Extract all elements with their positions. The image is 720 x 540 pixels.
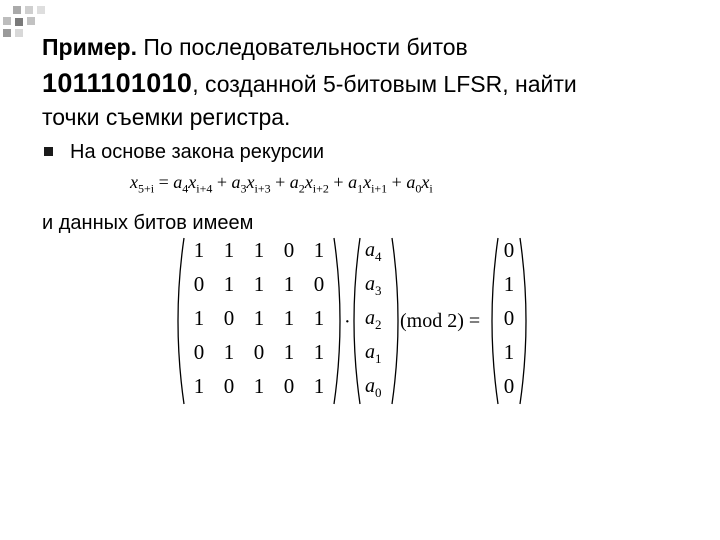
matrix-cell: 1 [193,306,205,330]
plus-sign: + [212,172,232,192]
formula-term [231,172,247,196]
formula-term [289,172,305,196]
matrix-cell: 0 [313,272,325,296]
plus-sign: + [328,172,349,192]
formula-term [421,172,433,196]
result-cell: 0 [503,306,515,330]
formula-variable: a [173,172,183,192]
bullet-text: На основе закона рекурсии [70,141,325,163]
right-paren [392,238,398,404]
result-cell: 0 [503,238,515,262]
title-line-1 [42,34,468,61]
formula-subscript: 2 [298,181,305,196]
formula-subscript: i+2 [312,181,329,196]
matrix-cell: 1 [253,306,265,330]
example-label: Пример. [42,34,137,60]
result-cell: 1 [503,272,515,296]
formula-subscript: 4 [182,181,189,196]
unknown-index: 0 [375,385,382,400]
right-paren [520,238,526,404]
formula-subscript: i [429,181,433,196]
matrix-equation [170,236,530,406]
formula-subscript: 0 [415,181,422,196]
left-paren [178,238,184,404]
formula-variable: a [289,172,299,192]
matrix-cell: 1 [223,238,235,262]
unknown-coefficient [365,375,382,401]
formula-term [406,172,422,196]
formula-subscript: 3 [240,181,247,196]
formula-term [348,172,364,196]
deco-square [37,6,45,14]
matrix-cell: 0 [223,306,235,330]
deco-square [13,6,21,14]
formula-term [246,172,271,196]
deco-square [3,17,11,25]
formula-subscript: i+1 [371,181,388,196]
title-line-2 [42,68,577,99]
matrix-cell: 1 [313,340,325,364]
plus-sign: + [270,172,290,192]
formula-subscript: i+4 [196,181,213,196]
intro-text: и данных битов имеем [42,212,254,234]
unknown-letter: a [365,307,375,329]
formula-variable: x [188,172,197,192]
matrix-cell: 0 [253,340,265,364]
formula-variable: x [363,172,372,192]
matrix-cell: 1 [253,374,265,398]
matrix-cell: 0 [223,374,235,398]
deco-square [27,17,35,25]
formula-term [130,172,155,196]
formula-variable: a [348,172,358,192]
matrix-cell: 0 [193,272,205,296]
recursion-formula [130,172,433,197]
left-paren [354,238,360,404]
matrix-cell: 1 [313,306,325,330]
result-cell: 0 [503,374,515,398]
matrix-cell: 1 [193,238,205,262]
formula-term [173,172,189,196]
matrix-cell: 1 [253,238,265,262]
formula-variable: x [130,172,138,192]
matrix-cell: 1 [313,238,325,262]
formula-variable: x [246,172,255,192]
matrix-cell: 1 [223,340,235,364]
unknown-coefficient [365,307,382,333]
formula-subscript: 1 [357,181,364,196]
unknown-coefficient [365,341,382,367]
bullet-square-icon [44,147,53,156]
title-text: По последовательности битов [136,34,468,60]
result-cell: 1 [503,340,515,364]
bullet-item [44,141,324,164]
matrix-cell: 0 [283,238,295,262]
formula-term [304,172,329,196]
right-paren [334,238,340,404]
unknown-letter: a [365,375,375,397]
title-text: точки съемки регистра. [42,104,291,130]
formula-variable: a [406,172,416,192]
unknown-coefficient [365,273,382,299]
formula-subscript: 5+i [138,181,155,196]
unknown-index: 2 [375,317,382,332]
matrix-cell: 1 [193,374,205,398]
deco-square [15,18,23,26]
matrix-cell: 0 [193,340,205,364]
matrix-cell: 1 [283,306,295,330]
unknown-index: 4 [375,249,382,264]
equals-sign: = [154,172,174,192]
matrix-cell: 1 [283,340,295,364]
unknown-letter: a [365,273,375,295]
deco-square [15,29,23,37]
deco-square [3,29,11,37]
bit-sequence: 1011101010 [42,68,193,98]
plus-sign: + [387,172,407,192]
formula-subscript: i+3 [254,181,271,196]
title-text: , созданной 5-битовым LFSR, найти [192,71,577,97]
formula-variable: x [304,172,313,192]
unknown-index: 1 [375,351,382,366]
unknown-letter: a [365,341,375,363]
matrix-cell: 1 [313,374,325,398]
unknown-letter: a [365,239,375,261]
matrix-cell: 0 [283,374,295,398]
matrix-cell: 1 [253,272,265,296]
formula-term [363,172,388,196]
unknown-coefficient [365,239,382,265]
title-line-3 [42,104,290,131]
matrix-cell: 1 [283,272,295,296]
mod-operator: (mod 2) = [400,310,481,332]
deco-square [25,6,33,14]
formula-variable: x [421,172,430,192]
dot-operator: · [344,311,351,333]
formula-term [188,172,213,196]
formula-variable: a [231,172,241,192]
matrix-cell: 1 [223,272,235,296]
unknown-index: 3 [375,283,382,298]
